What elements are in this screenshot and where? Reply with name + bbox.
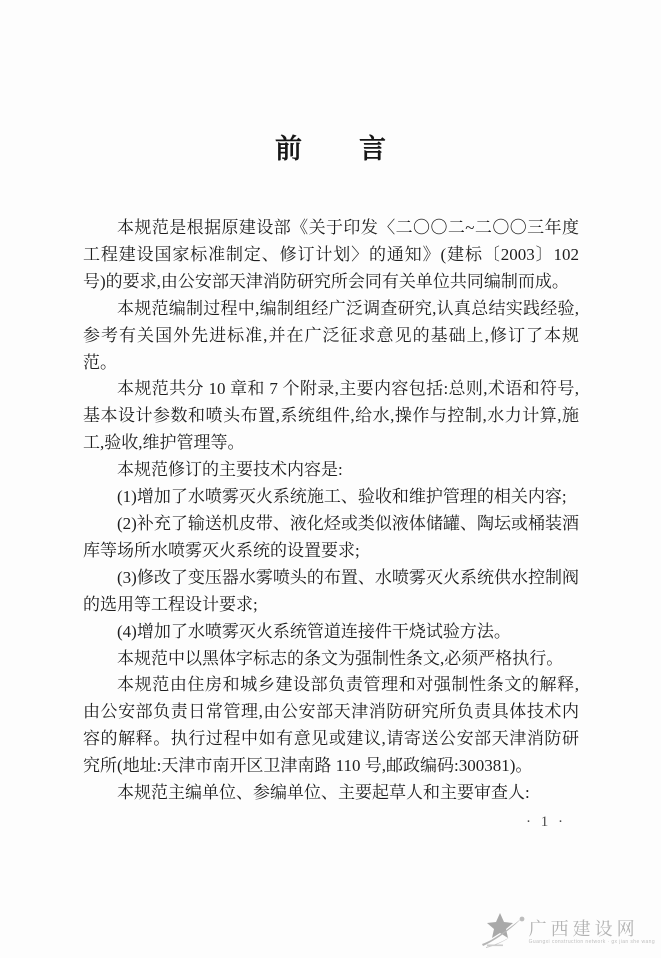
page-number: · 1 · bbox=[526, 813, 566, 830]
paragraph: 本规范修订的主要技术内容是: bbox=[117, 460, 343, 480]
page-title: 前 言 bbox=[275, 134, 387, 164]
paragraphs-container bbox=[83, 215, 579, 807]
paragraph: (3)修改了变压器水雾喷头的布置、水喷雾灭火系统供水控制阀的选用等工程设计要求; bbox=[83, 567, 579, 614]
paragraph: 本规范由住房和城乡建设部负责管理和对强制性条文的解释,由公安部负责日常管理,由公安部天津消防研究所负责具体技术内容的解释。执行过程中如有意见或建议,请寄送公安部天津消防研究所(地址:天津市南开区卫津南路 110 号,邮政编码:300381)。 bbox=[83, 675, 579, 776]
watermark-text-block bbox=[529, 920, 655, 945]
watermark bbox=[480, 911, 655, 954]
paragraph: 本规范共分 10 章和 7 个附录,主要内容包括:总则,术语和符号,基本设计参数和喷头布置,系统组件,给水,操作与控制,水力计算,施工,验收,维护管理等。 bbox=[83, 379, 579, 453]
paragraph: (2)补充了输送机皮带、液化烃或类似液体储罐、陶坛或桶装酒库等场所水喷雾灭火系统的设置要求; bbox=[83, 513, 579, 560]
watermark-tagline: Guangxi construction network · gx jian she wang bbox=[528, 939, 655, 945]
paragraph: 本规范是根据原建设部《关于印发〈二〇〇二~二〇〇三年度工程建设国家标准制定、修订计划〉的通知》(建标〔2003〕102 号)的要求,由公安部天津消防研究所会同有关单位共同编制而成。 bbox=[83, 218, 579, 291]
shooting-star-icon bbox=[480, 911, 526, 954]
page-content bbox=[83, 132, 579, 831]
paragraph: (4)增加了水喷雾灭火系统管道连接件干烧试验方法。 bbox=[117, 621, 511, 641]
paragraph: (1)增加了水喷雾灭火系统施工、验收和维护管理的相关内容; bbox=[117, 487, 567, 507]
paragraph: 本规范中以黑体字标志的条文为强制性条文,必须严格执行。 bbox=[117, 648, 564, 668]
watermark-site-name: 广西建设网 bbox=[528, 919, 639, 939]
paragraph: 本规范编制过程中,编制组经广泛调查研究,认真总结实践经验,参考有关国外先进标准,并在广泛征求意见的基础上,修订了本规范。 bbox=[83, 298, 579, 372]
paragraph: 本规范主编单位、参编单位、主要起草人和主要审查人: bbox=[117, 783, 530, 803]
